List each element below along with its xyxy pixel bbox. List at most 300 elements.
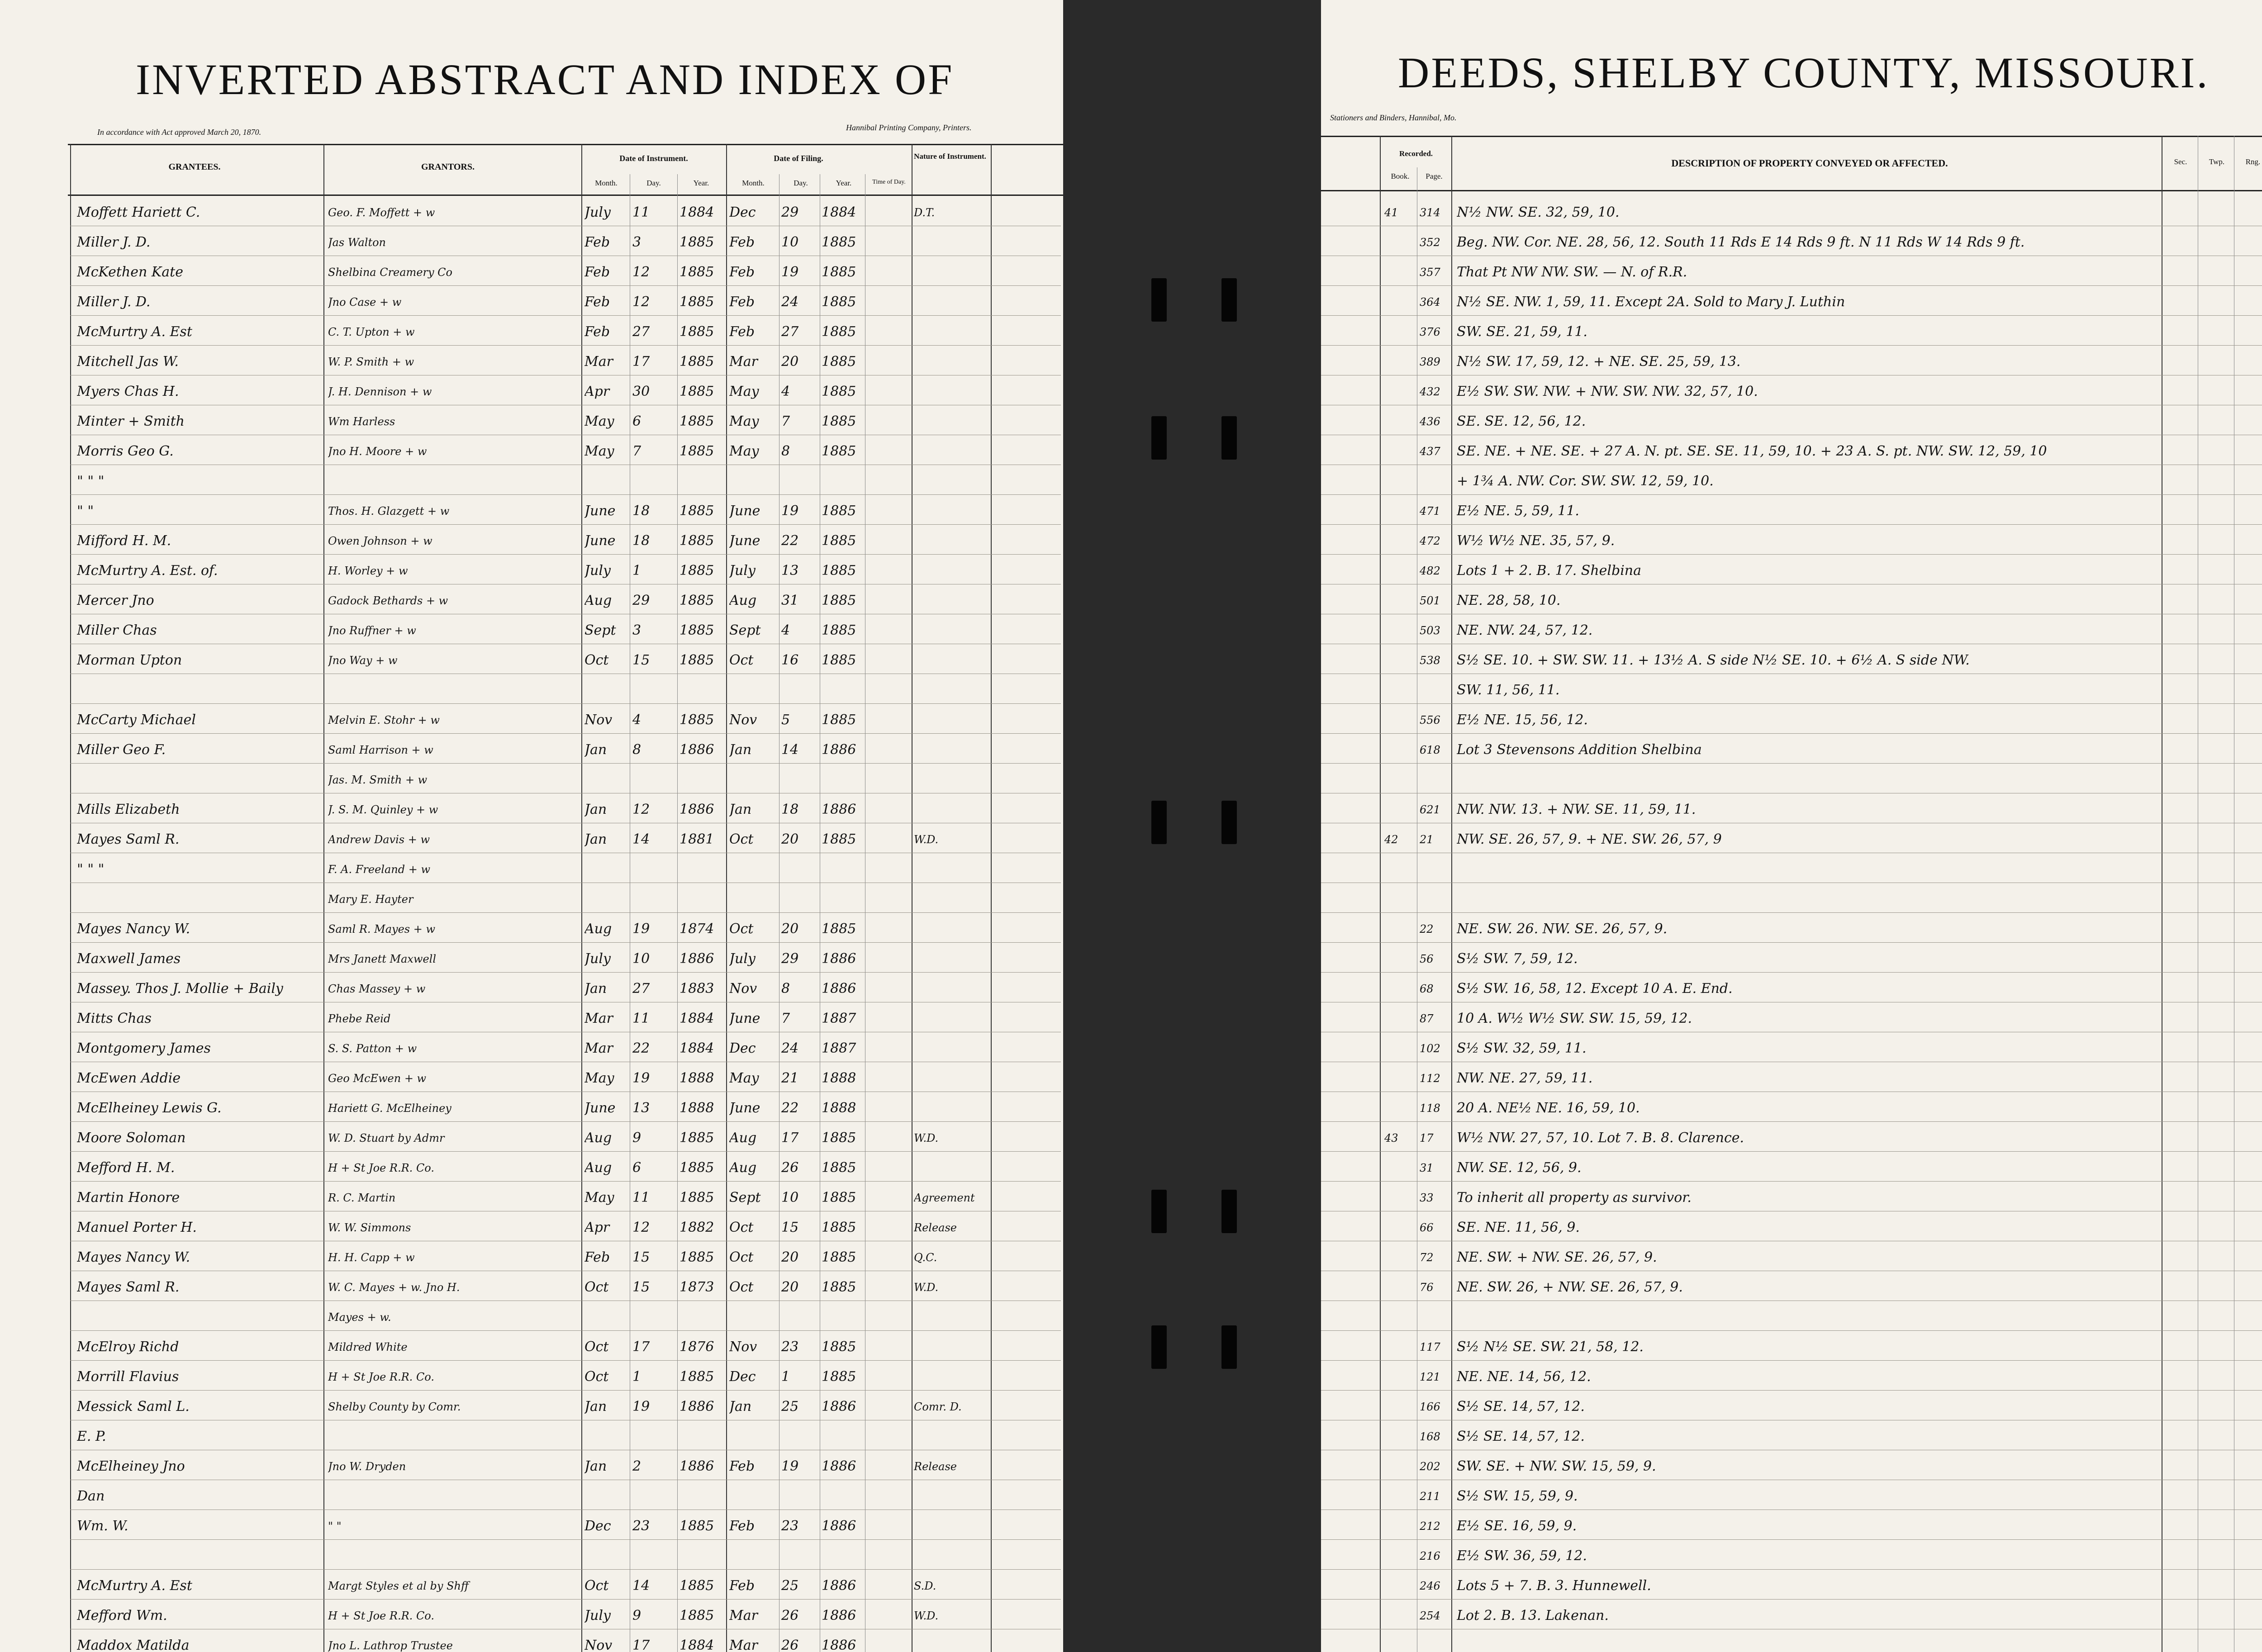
- instrument-month: Oct: [585, 652, 609, 668]
- record-page: 357: [1420, 266, 1440, 279]
- filing-month: Dec: [729, 1369, 756, 1385]
- grantor-name: H + St Joe R.R. Co.: [328, 1609, 434, 1622]
- grantee-name: [77, 1547, 321, 1566]
- grantee-name: [77, 681, 321, 700]
- instrument-month: Mar: [585, 1011, 613, 1026]
- instrument-day: 17: [632, 354, 650, 370]
- ruled-line: [70, 1390, 1061, 1391]
- instrument-year: 1885: [680, 1608, 714, 1624]
- filing-month: [729, 890, 778, 909]
- filing-year: 1885: [822, 1220, 856, 1235]
- time-of-day-subheader: Time of Day.: [872, 179, 906, 185]
- property-description: NE. SW. + NW. SE. 26, 57, 9.: [1457, 1249, 1657, 1265]
- property-description: NE. NE. 14, 56, 12.: [1457, 1369, 1591, 1385]
- record-page: 472: [1420, 535, 1440, 547]
- instrument-year: 1886: [680, 1399, 714, 1415]
- instrument-year: [680, 472, 725, 491]
- record-page: 436: [1420, 415, 1440, 428]
- record-book: [1384, 711, 1416, 730]
- ruled-line: [1321, 1599, 2262, 1600]
- filing-year-subheader: Year.: [836, 179, 852, 187]
- property-description: + 1¾ A. NW. Cor. SW. SW. 12, 59, 10.: [1457, 473, 1714, 489]
- instrument-year: 1876: [680, 1339, 714, 1355]
- ledger-row: [1321, 710, 2262, 730]
- ledger-row: [1321, 1605, 2262, 1626]
- property-description: E½ NE. 5, 59, 11.: [1457, 503, 1579, 519]
- instrument-nature: [914, 621, 990, 640]
- instrument-day: 27: [632, 981, 650, 997]
- filing-year: 1885: [822, 1249, 856, 1265]
- record-book: [1384, 1367, 1416, 1386]
- ledger-row: [1321, 740, 2262, 760]
- instrument-month: Sept: [585, 622, 616, 638]
- filing-year: [822, 472, 865, 491]
- instrument-nature: [914, 412, 990, 431]
- instrument-day: 13: [632, 1100, 650, 1116]
- instrument-month: Mar: [585, 1040, 613, 1056]
- record-page: [1420, 472, 1450, 491]
- grantor-name: Chas Massey + w: [328, 983, 426, 995]
- grantor-name: S. S. Patton + w: [328, 1042, 417, 1055]
- record-book: [1384, 263, 1416, 282]
- filing-year: 1886: [822, 1608, 856, 1624]
- ledger-row: [1321, 859, 2262, 879]
- record-book: [1384, 472, 1416, 491]
- filing-month: June: [729, 503, 760, 519]
- record-page: [1420, 860, 1450, 879]
- instrument-nature: [914, 741, 990, 760]
- instrument-month: June: [585, 1100, 616, 1116]
- grantor-name: Saml R. Mayes + w: [328, 923, 436, 935]
- ledger-row: [1321, 1158, 2262, 1178]
- instrument-day: 6: [632, 413, 642, 429]
- record-book: [1384, 1069, 1416, 1088]
- filing-year: 1885: [822, 384, 856, 399]
- ruled-line: [1321, 1121, 2262, 1122]
- ruled-line: [1321, 285, 2262, 286]
- record-book: [1384, 1606, 1416, 1625]
- ledger-row: [1321, 471, 2262, 491]
- filing-day: 5: [781, 712, 790, 728]
- ledger-row: [1321, 1546, 2262, 1566]
- grantor-name: Jno W. Dryden: [328, 1460, 406, 1473]
- ledger-row: [1321, 1277, 2262, 1297]
- right-ledger-page: [1321, 0, 2262, 1652]
- ledger-row: [1321, 1516, 2262, 1536]
- ruled-line: [70, 524, 1061, 525]
- instrument-month: Aug: [585, 593, 612, 608]
- grantor-name: [328, 1547, 579, 1566]
- instrument-day: 17: [632, 1339, 650, 1355]
- grantee-name: McElroy Richd: [77, 1339, 179, 1355]
- record-page: 618: [1420, 744, 1440, 756]
- filing-day: 7: [781, 413, 790, 429]
- grantee-name: Miller J. D.: [77, 294, 151, 310]
- grantee-name: Maxwell James: [77, 951, 181, 967]
- record-page: 432: [1420, 385, 1440, 398]
- printer-note: Hannibal Printing Company, Printers.: [846, 123, 972, 132]
- property-description: Lots 5 + 7. B. 3. Hunnewell.: [1457, 1578, 1651, 1594]
- record-book: [1384, 382, 1416, 401]
- stationer-note: Stationers and Binders, Hannibal, Mo.: [1330, 113, 1457, 122]
- filing-year: 1885: [822, 264, 856, 280]
- property-description: 20 A. NE½ NE. 16, 59, 10.: [1457, 1100, 1640, 1116]
- record-page: 437: [1420, 445, 1440, 458]
- filing-month: Jan: [729, 1399, 752, 1415]
- filing-day: 8: [781, 981, 790, 997]
- filing-year: 1885: [822, 234, 856, 250]
- instrument-nature: W.D.: [914, 1609, 939, 1622]
- instrument-day: 15: [632, 1249, 650, 1265]
- grantee-name: Maddox Matilda: [77, 1638, 190, 1652]
- property-description: NW. SE. 12, 56, 9.: [1457, 1160, 1582, 1176]
- instrument-month: Aug: [585, 1130, 612, 1146]
- filing-year: [822, 1308, 865, 1327]
- property-description: [1457, 860, 2262, 879]
- grantee-name: McMurtry A. Est: [77, 1578, 192, 1594]
- filing-year: 1885: [822, 831, 856, 847]
- filing-day: 4: [781, 622, 790, 638]
- ledger-row: [1321, 620, 2262, 641]
- grantee-name: Messick Saml L.: [77, 1399, 190, 1415]
- grantee-name: " ": [77, 503, 94, 519]
- ledger-row: [0, 1247, 1063, 1267]
- filing-year: 1885: [822, 593, 856, 608]
- record-book: [1384, 1278, 1416, 1297]
- instrument-month: [585, 1308, 629, 1327]
- filing-day: 29: [781, 951, 799, 967]
- instrument-nature: [914, 1367, 990, 1386]
- instrument-day: 11: [632, 204, 650, 220]
- grantor-name: Gadock Bethards + w: [328, 594, 448, 607]
- property-description: SE. NE. 11, 56, 9.: [1457, 1220, 1580, 1235]
- ruled-line: [70, 1599, 1061, 1600]
- filing-month: [729, 1308, 778, 1327]
- inst-day-subheader: Day.: [646, 179, 661, 187]
- ledger-row: [0, 501, 1063, 521]
- ledger-row: [1321, 650, 2262, 670]
- property-description: That Pt NW NW. SW. — N. of R.R.: [1457, 264, 1687, 280]
- instrument-month: June: [585, 533, 616, 549]
- grantor-name: Jas Walton: [328, 236, 386, 249]
- property-description: S½ SE. 14, 57, 12.: [1457, 1399, 1585, 1415]
- filing-month: Jan: [729, 802, 752, 817]
- property-description: E½ NE. 15, 56, 12.: [1457, 712, 1588, 728]
- instrument-day: 3: [632, 234, 642, 250]
- property-description: NW. NW. 13. + NW. SE. 11, 59, 11.: [1457, 802, 1696, 817]
- filing-month: Oct: [729, 831, 754, 847]
- record-page: 66: [1420, 1221, 1434, 1234]
- filing-month: [729, 1487, 778, 1506]
- grantor-name: F. A. Freeland + w: [328, 863, 431, 876]
- grantor-name: Geo. F. Moffett + w: [328, 206, 435, 219]
- grantor-name: Thos. H. Glazgett + w: [328, 505, 450, 517]
- property-description: S½ SW. 15, 59, 9.: [1457, 1488, 1578, 1504]
- grantor-name: W. C. Mayes + w. Jno H.: [328, 1281, 460, 1294]
- ledger-row: [1321, 381, 2262, 402]
- header-bottom-rule: [1321, 190, 2262, 191]
- ruled-line: [70, 285, 1061, 286]
- ledger-row: [0, 1635, 1063, 1652]
- grantee-name: Minter + Smith: [77, 413, 185, 429]
- instrument-nature: W.D.: [914, 1281, 939, 1294]
- instrument-day: [632, 681, 675, 700]
- ledger-row: [1321, 262, 2262, 282]
- instrument-year: [680, 770, 725, 789]
- property-description: S½ N½ SE. SW. 21, 58, 12.: [1457, 1339, 1644, 1355]
- instrument-year: 1881: [680, 831, 714, 847]
- ledger-row: [1321, 1456, 2262, 1476]
- instrument-month: Mar: [585, 354, 613, 370]
- record-book: [1384, 1158, 1416, 1177]
- binder-hole: [1221, 416, 1237, 460]
- record-page: 17: [1420, 1132, 1434, 1144]
- grantee-name: Mitchell Jas W.: [77, 354, 179, 370]
- grantor-name: Wm Harless: [328, 415, 395, 428]
- filing-month: Sept: [729, 622, 761, 638]
- instrument-month: Aug: [585, 921, 612, 937]
- instrument-year: 1884: [680, 1040, 714, 1056]
- filing-day: 31: [781, 593, 799, 608]
- filing-day: 1: [781, 1369, 790, 1385]
- ledger-row: [1321, 680, 2262, 700]
- filing-year: 1885: [822, 324, 856, 340]
- instrument-nature: [914, 352, 990, 371]
- instrument-year: [680, 890, 725, 909]
- record-book: [1384, 1248, 1416, 1267]
- record-page: 76: [1420, 1281, 1434, 1294]
- record-page: [1420, 770, 1450, 789]
- record-book: [1384, 233, 1416, 252]
- record-book: [1384, 323, 1416, 342]
- property-description: NE. NW. 24, 57, 12.: [1457, 622, 1593, 638]
- ruled-line: [70, 1569, 1061, 1570]
- ledger-row: [0, 1426, 1063, 1447]
- instrument-day: 15: [632, 1279, 650, 1295]
- instrument-nature: [914, 323, 990, 342]
- filing-month: Nov: [729, 1339, 757, 1355]
- instrument-year: [680, 681, 725, 700]
- instrument-nature: W.D.: [914, 1132, 939, 1144]
- record-book: [1384, 949, 1416, 968]
- filing-day: [781, 1427, 818, 1446]
- instrument-month: Aug: [585, 1160, 612, 1176]
- instrument-nature: [914, 1069, 990, 1088]
- property-description: SE. SE. 12, 56, 12.: [1457, 413, 1586, 429]
- property-description: Lots 1 + 2. B. 17. Shelbina: [1457, 563, 1642, 579]
- filing-year: 1885: [822, 921, 856, 937]
- property-description: NE. SW. 26, + NW. SE. 26, 57, 9.: [1457, 1279, 1683, 1295]
- ledger-row: [1321, 351, 2262, 372]
- filing-day: 19: [781, 1458, 799, 1474]
- ledger-row: [0, 590, 1063, 611]
- filing-month: [729, 770, 778, 789]
- instrument-month: Jan: [585, 742, 607, 758]
- grantor-name: H. Worley + w: [328, 565, 408, 577]
- filing-day: 20: [781, 1249, 799, 1265]
- grantee-name: Mercer Jno: [77, 593, 154, 608]
- binder-hole: [1151, 801, 1167, 844]
- ledger-row: [1321, 322, 2262, 342]
- ledger-row: [1321, 1187, 2262, 1208]
- instrument-day: 19: [632, 921, 650, 937]
- grantor-name: J. S. M. Quinley + w: [328, 803, 438, 816]
- ruled-line: [1321, 1390, 2262, 1391]
- record-book: [1384, 920, 1416, 939]
- instrument-year: 1885: [680, 264, 714, 280]
- instrument-nature: [914, 920, 990, 939]
- ruled-line: [1321, 554, 2262, 555]
- instrument-month: May: [585, 443, 614, 459]
- grantor-name: [328, 681, 579, 700]
- instrument-month: Jan: [585, 1458, 607, 1474]
- filing-year: 1886: [822, 951, 856, 967]
- filing-year: 1885: [822, 1279, 856, 1295]
- instrument-nature: [914, 1338, 990, 1357]
- grantee-name: Miller J. D.: [77, 234, 151, 250]
- record-book: [1384, 1547, 1416, 1566]
- grantor-name: Geo McEwen + w: [328, 1072, 427, 1085]
- instrument-nature: [914, 293, 990, 312]
- record-book: 43: [1384, 1132, 1398, 1144]
- ledger-row: [1321, 292, 2262, 312]
- grantor-name: C. T. Upton + w: [328, 326, 415, 338]
- sec-header: Sec.: [2174, 157, 2187, 166]
- grantor-name: Phebe Reid: [328, 1012, 391, 1025]
- record-book: [1384, 741, 1416, 760]
- page-subheader: Page.: [1426, 172, 1443, 180]
- instrument-day: [632, 890, 675, 909]
- ledger-row: [0, 1277, 1063, 1297]
- record-book: [1384, 1218, 1416, 1237]
- ruled-line: [70, 733, 1061, 734]
- instrument-day: 19: [632, 1070, 650, 1086]
- property-description: [1457, 770, 2262, 789]
- grantee-name: Wm. W.: [77, 1518, 128, 1534]
- instrument-nature: [914, 1517, 990, 1536]
- instrument-year: 1885: [680, 1130, 714, 1146]
- filing-month: Feb: [729, 1458, 755, 1474]
- instrument-month: Oct: [585, 1578, 609, 1594]
- record-page: 314: [1420, 206, 1440, 219]
- ruled-line: [1321, 1569, 2262, 1570]
- filing-day: 10: [781, 1190, 799, 1206]
- instrument-day: 17: [632, 1638, 650, 1652]
- instrument-year: 1886: [680, 951, 714, 967]
- instrument-nature: Agreement: [914, 1192, 975, 1204]
- act-note: In accordance with Act approved March 20, 1870.: [97, 128, 261, 137]
- instrument-nature: [914, 681, 990, 700]
- grantee-name: Mefford H. M.: [77, 1160, 175, 1176]
- ledger-row: [0, 799, 1063, 820]
- instrument-month: [585, 890, 629, 909]
- record-book: 41: [1384, 206, 1398, 219]
- filing-year: [822, 890, 865, 909]
- grantor-name: Mildred White: [328, 1341, 408, 1353]
- record-book: [1384, 352, 1416, 371]
- ledger-row: [1321, 1068, 2262, 1088]
- ledger-row: [0, 262, 1063, 282]
- instrument-day: 22: [632, 1040, 650, 1056]
- instrument-month: May: [585, 1190, 614, 1206]
- ledger-row: [0, 710, 1063, 730]
- filing-year: 1885: [822, 712, 856, 728]
- instrument-month: [585, 860, 629, 879]
- instrument-nature: [914, 1039, 990, 1058]
- ledger-row: [0, 1367, 1063, 1387]
- ruled-line: [70, 1360, 1061, 1361]
- grantee-name: Morrill Flavius: [77, 1369, 179, 1385]
- filing-day: [781, 860, 818, 879]
- instrument-month: Dec: [585, 1518, 611, 1534]
- property-description: SW. SE. + NW. SW. 15, 59, 9.: [1457, 1458, 1656, 1474]
- ruled-line: [70, 703, 1061, 704]
- filing-year: [822, 1547, 865, 1566]
- instrument-nature: [914, 1009, 990, 1028]
- record-book: [1384, 1039, 1416, 1058]
- property-description: N½ NW. SE. 32, 59, 10.: [1457, 204, 1620, 220]
- instrument-day: 27: [632, 324, 650, 340]
- ledger-row: [0, 1516, 1063, 1536]
- instrument-year: 1885: [680, 1160, 714, 1176]
- grantee-name: Mills Elizabeth: [77, 802, 180, 817]
- filing-month: Feb: [729, 324, 755, 340]
- filing-month: June: [729, 1100, 760, 1116]
- instrument-month: Jan: [585, 981, 607, 997]
- record-page: 72: [1420, 1251, 1434, 1264]
- instrument-nature: [914, 382, 990, 401]
- property-description: S½ SW. 16, 58, 12. Except 10 A. E. End.: [1457, 981, 1733, 997]
- ledger-row: [1321, 411, 2262, 432]
- ledger-row: [1321, 1128, 2262, 1148]
- record-page: 216: [1420, 1550, 1440, 1562]
- instrument-year: 1888: [680, 1100, 714, 1116]
- filing-day: [781, 770, 818, 789]
- filing-year: [822, 681, 865, 700]
- filing-month: Oct: [729, 1249, 754, 1265]
- ruled-line: [70, 763, 1061, 764]
- record-page: [1420, 1308, 1450, 1327]
- filing-month: May: [729, 384, 759, 399]
- instrument-month: Feb: [585, 294, 610, 310]
- grantor-name: W. P. Smith + w: [328, 356, 414, 368]
- grantee-name: [77, 1308, 321, 1327]
- ruled-line: [70, 1539, 1061, 1540]
- date-of-instrument-header: Date of Instrument.: [619, 154, 688, 163]
- instrument-year: [680, 1427, 725, 1446]
- grantee-name: Martin Honore: [77, 1190, 180, 1206]
- grantee-name: Mefford Wm.: [77, 1608, 167, 1624]
- ledger-row: [0, 829, 1063, 850]
- ruled-line: [1321, 1330, 2262, 1331]
- ledger-row: [1321, 1486, 2262, 1506]
- grantor-name: W. W. Simmons: [328, 1221, 411, 1234]
- record-page: 211: [1420, 1490, 1440, 1503]
- instrument-year: 1885: [680, 324, 714, 340]
- record-book: 42: [1384, 833, 1398, 846]
- grantor-name: Jno Way + w: [328, 654, 398, 667]
- ledger-row: [0, 650, 1063, 670]
- property-description: S½ SW. 32, 59, 11.: [1457, 1040, 1587, 1056]
- record-page: 503: [1420, 624, 1440, 637]
- filing-day: 23: [781, 1518, 799, 1534]
- grantor-name: Shelby County by Comr.: [328, 1400, 461, 1413]
- instrument-year: 1885: [680, 443, 714, 459]
- record-page: 33: [1420, 1192, 1434, 1204]
- grantee-name: McElheiney Lewis G.: [77, 1100, 222, 1116]
- filing-year: 1887: [822, 1011, 856, 1026]
- instrument-day: 9: [632, 1608, 642, 1624]
